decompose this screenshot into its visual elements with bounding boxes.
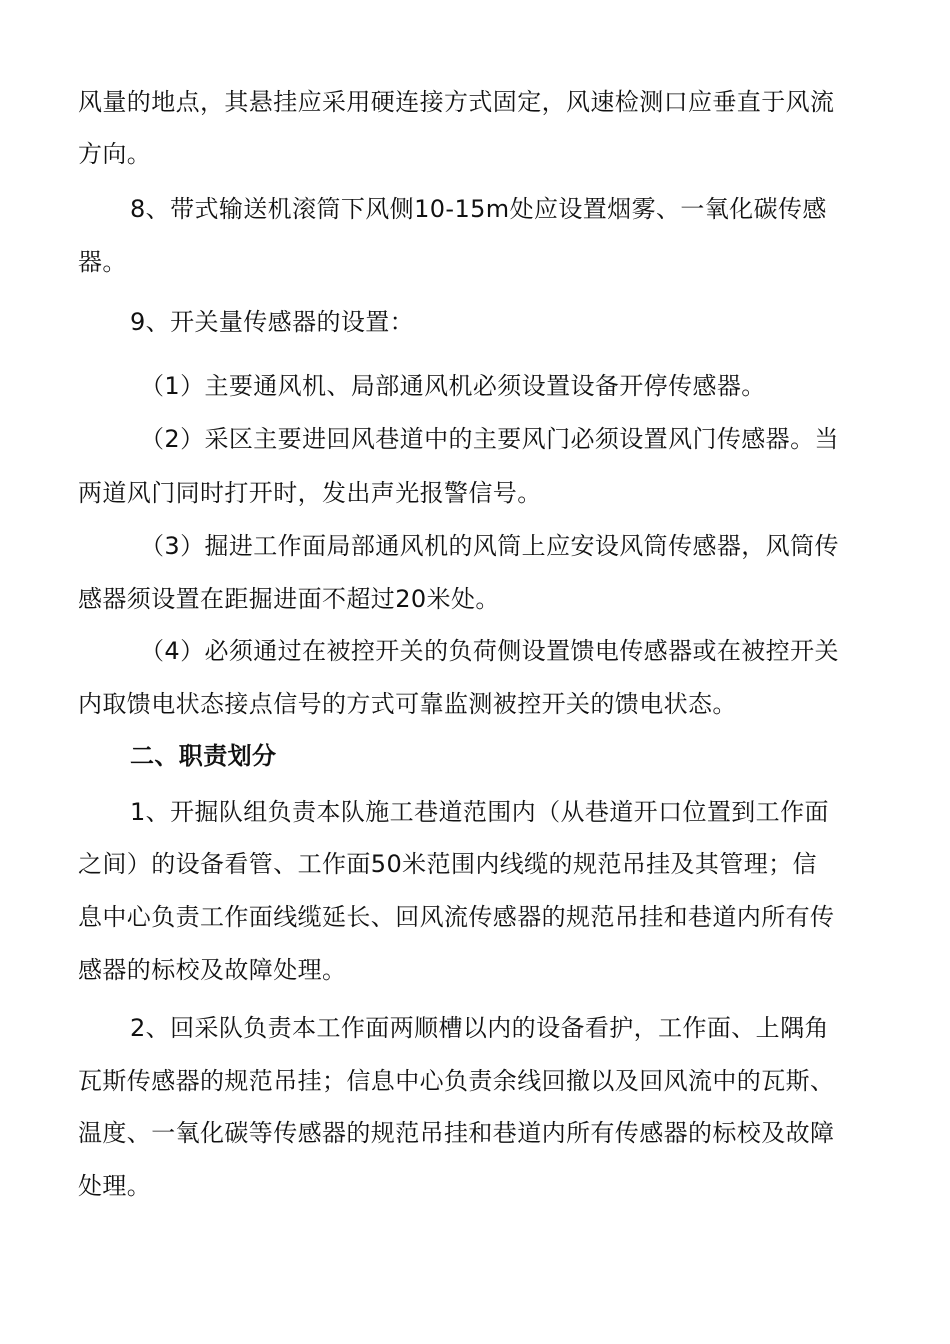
text-line: 处理。 <box>78 1172 152 1200</box>
text-line: 2、回采队负责本工作面两顺槽以内的设备看护，工作面、上隅角 <box>130 1014 829 1042</box>
text-line: 息中心负责工作面线缆延长、回风流传感器的规范吊挂和巷道内所有传 <box>78 903 835 931</box>
text-line: 两道风门同时打开时，发出声光报警信号。 <box>78 479 542 507</box>
text-line: （3）掘进工作面局部通风机的风筒上应安设风筒传感器，风筒传 <box>140 532 839 560</box>
text-line: （2）采区主要进回风巷道中的主要风门必须设置风门传感器。当 <box>140 425 839 453</box>
text-line: 8、带式输送机滚筒下风侧10-15m处应设置烟雾、一氧化碳传感 <box>130 195 827 223</box>
text-line: 内取馈电状态接点信号的方式可靠监测被控开关的馈电状态。 <box>78 690 737 718</box>
text-line: 器。 <box>78 248 127 276</box>
text-line: 温度、一氧化碳等传感器的规范吊挂和巷道内所有传感器的标校及故障 <box>78 1119 835 1147</box>
text-line: （1）主要通风机、局部通风机必须设置设备开停传感器。 <box>140 372 766 400</box>
text-line: 感器的标校及故障处理。 <box>78 956 347 984</box>
text-line: 风量的地点，其悬挂应采用硬连接方式固定，风速检测口应垂直于风流 <box>78 88 835 116</box>
section-heading: 二、职责划分 <box>130 742 277 770</box>
text-line: 之间）的设备看管、工作面50米范围内线缆的规范吊挂及其管理；信 <box>78 850 817 878</box>
text-line: （4）必须通过在被控开关的负荷侧设置馈电传感器或在被控开关 <box>140 637 839 665</box>
text-line: 1、开掘队组负责本队施工巷道范围内（从巷道开口位置到工作面 <box>130 798 829 826</box>
text-line: 感器须设置在距掘进面不超过20米处。 <box>78 585 500 613</box>
text-line: 9、开关量传感器的设置： <box>130 308 415 336</box>
text-line: 瓦斯传感器的规范吊挂；信息中心负责余线回撤以及回风流中的瓦斯、 <box>78 1067 835 1095</box>
text-line: 方向。 <box>78 140 152 168</box>
